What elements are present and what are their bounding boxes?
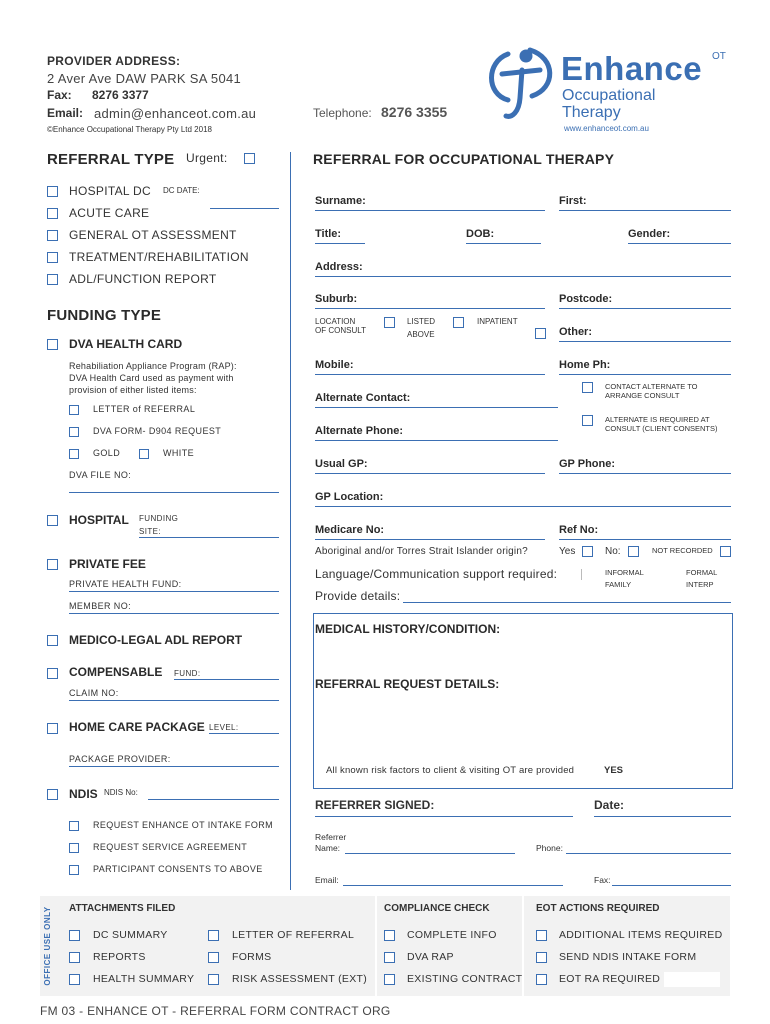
formal-line1: FORMAL: [686, 568, 718, 577]
mobile-field[interactable]: [315, 374, 545, 375]
funding-site-field[interactable]: [139, 537, 279, 538]
fax-field-label: Fax:: [594, 875, 611, 885]
alt-contact-label: Alternate Contact:: [315, 392, 411, 404]
medicare-label: Medicare No:: [315, 524, 385, 536]
checkbox-ndis-consent[interactable]: [69, 865, 79, 875]
checkbox-send-ndis[interactable]: [536, 952, 547, 963]
home-ph-label: Home Ph:: [559, 359, 611, 371]
email-address[interactable]: admin@enhanceot.com.au: [94, 106, 257, 121]
label-treatment: TREATMENT/REHABILITATION: [69, 250, 249, 264]
checkbox-health-summary[interactable]: [69, 974, 80, 985]
title-label: Title:: [315, 228, 342, 240]
checkbox-forms[interactable]: [208, 952, 219, 963]
checkbox-other[interactable]: [535, 328, 546, 339]
medicare-field[interactable]: [315, 539, 545, 540]
listed-line1: LISTED: [407, 317, 436, 326]
referrer-name-line1: Referrer: [315, 832, 347, 842]
checkbox-risk-assessment[interactable]: [208, 974, 219, 985]
label-dva: DVA HEALTH CARD: [69, 337, 183, 351]
listed-line2: ABOVE: [407, 330, 435, 339]
label-dva-rap: DVA RAP: [407, 951, 454, 963]
logo-line1: Occupational: [562, 87, 656, 104]
first-label: First:: [559, 195, 587, 207]
fund-field[interactable]: [174, 679, 279, 680]
label-home-care: HOME CARE PACKAGE: [69, 720, 205, 734]
eot-ra-field[interactable]: [664, 972, 720, 987]
enhance-logo-icon: [482, 38, 560, 126]
compliance-title: COMPLIANCE CHECK: [384, 903, 490, 914]
dob-label: DOB:: [466, 228, 495, 240]
alt-contact-field[interactable]: [315, 407, 558, 408]
location-line1: LOCATION: [315, 317, 356, 326]
private-fund-label: PRIVATE HEALTH FUND:: [69, 579, 182, 589]
postcode-label: Postcode:: [559, 293, 613, 305]
label-hospital: HOSPITAL: [69, 513, 129, 527]
eot-actions-title: EOT ACTIONS REQUIRED: [536, 903, 660, 914]
label-medico-legal: MEDICO-LEGAL ADL REPORT: [69, 633, 243, 647]
gp-location-field[interactable]: [315, 506, 731, 507]
checkbox-complete-info[interactable]: [384, 930, 395, 941]
checkbox-treatment[interactable]: [47, 252, 58, 263]
fax-label: Fax:: [47, 88, 72, 102]
rap-line2: DVA Health Card used as payment with: [69, 373, 234, 383]
alt-phone-field[interactable]: [315, 440, 558, 441]
logo-line2: Therapy: [562, 104, 621, 121]
informal-line2: FAMILY: [605, 580, 632, 589]
checkbox-inpatient[interactable]: [453, 317, 464, 328]
medical-history-label: MEDICAL HISTORY/CONDITION:: [315, 622, 501, 636]
referrer-fax-field[interactable]: [612, 885, 731, 886]
contact-alt-line2: ARRANGE CONSULT: [605, 391, 680, 400]
label-letter-of-referral: LETTER OF REFERRAL: [232, 929, 355, 941]
checkbox-gold[interactable]: [69, 449, 79, 459]
referral-type-title: REFERRAL TYPE: [47, 151, 175, 168]
label-d904: DVA FORM- D904 REQUEST: [93, 426, 222, 436]
address-field[interactable]: [315, 276, 731, 277]
checkbox-dva[interactable]: [47, 339, 58, 350]
copyright: ©Enhance Occupational Therapy Pty Ltd 2018: [47, 125, 212, 134]
office-side-label-box: [38, 896, 58, 996]
referrer-name-line2: Name:: [315, 843, 341, 853]
provide-details-label: Provide details:: [315, 589, 401, 603]
package-provider-label: PACKAGE PROVIDER:: [69, 754, 171, 764]
surname-label: Surname:: [315, 195, 366, 207]
checkbox-eot-ra[interactable]: [536, 974, 547, 985]
checkbox-white[interactable]: [139, 449, 149, 459]
provider-heading: PROVIDER ADDRESS:: [47, 54, 181, 68]
label-letter-referral: LETTER of REFERRAL: [93, 404, 196, 414]
not-recorded-label: NOT RECORDED: [652, 546, 713, 555]
label-forms: FORMS: [232, 951, 272, 963]
other-field[interactable]: [559, 341, 731, 342]
checkbox-dc-summary[interactable]: [69, 930, 80, 941]
label-reports: REPORTS: [93, 951, 146, 963]
referrer-signed-label: REFERRER SIGNED:: [315, 798, 435, 812]
checkbox-aboriginal-yes[interactable]: [582, 546, 593, 557]
checkbox-adl-report[interactable]: [47, 274, 58, 285]
referrer-signature-field[interactable]: [315, 816, 573, 817]
phone-label: Phone:: [536, 843, 563, 853]
label-ndis-agreement: REQUEST SERVICE AGREEMENT: [93, 842, 248, 852]
checkbox-private-fee[interactable]: [47, 559, 58, 570]
dc-date-field[interactable]: [210, 208, 279, 209]
urgent-label: Urgent:: [186, 151, 228, 165]
label-health-summary: HEALTH SUMMARY: [93, 973, 195, 985]
provider-address: 2 Aver Ave DAW PARK SA 5041: [47, 71, 242, 86]
medical-history-box[interactable]: [313, 613, 733, 789]
checkbox-listed-above[interactable]: [384, 317, 395, 328]
logo-brand: Enhance: [561, 50, 703, 87]
language-question: Language/Communication support required:: [315, 567, 558, 581]
ndis-no-label: NDIS No:: [104, 788, 138, 797]
package-provider-field[interactable]: [69, 766, 279, 767]
email-label: Email:: [47, 106, 84, 120]
checkbox-ndis-agreement[interactable]: [69, 843, 79, 853]
request-details-label: REFERRAL REQUEST DETAILS:: [315, 677, 500, 691]
label-complete-info: COMPLETE INFO: [407, 929, 497, 941]
referral-form-title: REFERRAL FOR OCCUPATIONAL THERAPY: [313, 151, 615, 167]
inpatient-label: INPATIENT: [477, 317, 518, 326]
label-hospital-dc: HOSPITAL DC: [69, 184, 151, 198]
date-field[interactable]: [594, 816, 731, 817]
address-label: Address:: [315, 261, 363, 273]
attachments-title: ATTACHMENTS FILED: [69, 903, 176, 914]
label-existing-contract: EXISTING CONTRACT: [407, 973, 523, 985]
member-label: MEMBER NO:: [69, 601, 132, 611]
checkbox-hospital[interactable]: [47, 515, 58, 526]
home-ph-field[interactable]: [559, 374, 731, 375]
claim-label: CLAIM NO:: [69, 688, 119, 698]
checkbox-medico-legal[interactable]: [47, 635, 58, 646]
label-risk-assessment: RISK ASSESSMENT (EXT): [232, 973, 368, 985]
funding-type-title: FUNDING TYPE: [47, 307, 162, 324]
dva-file-field[interactable]: [69, 492, 279, 493]
fund-label: FUND:: [174, 669, 201, 678]
level-label: LEVEL:: [209, 723, 239, 732]
location-line2: OF CONSULT: [315, 326, 366, 335]
checkbox-d904[interactable]: [69, 427, 79, 437]
level-field[interactable]: [209, 733, 279, 734]
checkbox-acute-care[interactable]: [47, 208, 58, 219]
checkbox-hospital-dc[interactable]: [47, 186, 58, 197]
checkbox-compensable[interactable]: [47, 668, 58, 679]
label-adl-report: ADL/FUNCTION REPORT: [69, 272, 217, 286]
formal-line2: INTERP: [686, 580, 714, 589]
label-ndis: NDIS: [69, 787, 98, 801]
gender-label: Gender:: [628, 228, 671, 240]
label-gold: GOLD: [93, 448, 121, 458]
site-label: SITE:: [139, 527, 162, 536]
contact-alt-line1: CONTACT ALTERNATE TO: [605, 382, 698, 391]
dob-field[interactable]: [466, 243, 541, 244]
label-private-fee: PRIVATE FEE: [69, 557, 146, 571]
logo-superscript: OT: [712, 51, 726, 62]
column-divider: [290, 152, 291, 890]
ref-no-label: Ref No:: [559, 524, 599, 536]
checkbox-letter-referral[interactable]: [69, 405, 79, 415]
checkbox-not-recorded[interactable]: [720, 546, 731, 557]
telephone-number: 8276 3355: [381, 104, 448, 120]
alt-required-line1: ALTERNATE IS REQUIRED AT: [605, 415, 710, 424]
usual-gp-field[interactable]: [315, 473, 545, 474]
aboriginal-no-label: No:: [605, 546, 621, 557]
checkbox-ndis-intake[interactable]: [69, 821, 79, 831]
office-divider-1: [375, 896, 377, 996]
risk-yes-label: YES: [604, 765, 624, 776]
checkbox-contact-alternate[interactable]: [582, 382, 593, 393]
label-acute-care: ACUTE CARE: [69, 206, 150, 220]
first-field[interactable]: [559, 210, 731, 211]
language-divider: [581, 569, 582, 580]
referrer-name-field[interactable]: [345, 853, 515, 854]
phone-field[interactable]: [566, 853, 731, 854]
office-side-label: OFFICE USE ONLY: [43, 906, 52, 986]
private-fund-field[interactable]: [69, 591, 279, 592]
gender-field[interactable]: [628, 243, 731, 244]
checkbox-existing-contract[interactable]: [384, 974, 395, 985]
title-field[interactable]: [315, 243, 365, 244]
checkbox-letter-of-referral[interactable]: [208, 930, 219, 941]
risk-factors-text: All known risk factors to client & visiting OT are provided: [326, 765, 575, 776]
aboriginal-yes-label: Yes: [559, 546, 576, 557]
postcode-field[interactable]: [559, 308, 731, 309]
gp-phone-field[interactable]: [559, 473, 731, 474]
checkbox-aboriginal-no[interactable]: [628, 546, 639, 557]
label-additional-items: ADDITIONAL ITEMS REQUIRED: [559, 929, 723, 941]
dva-file-label: DVA FILE NO:: [69, 470, 132, 480]
label-compensable: COMPENSABLE: [69, 665, 163, 679]
usual-gp-label: Usual GP:: [315, 458, 368, 470]
funding-label: FUNDING: [139, 514, 179, 523]
checkbox-general-ot[interactable]: [47, 230, 58, 241]
suburb-field[interactable]: [315, 308, 545, 309]
telephone-label: Telephone:: [313, 106, 372, 120]
rap-line1: Rehabiliation Appliance Program (RAP):: [69, 361, 237, 371]
suburb-label: Suburb:: [315, 293, 358, 305]
dc-date-label: DC DATE:: [163, 186, 200, 195]
checkbox-home-care[interactable]: [47, 723, 58, 734]
email-field-label: Email:: [315, 875, 339, 885]
checkbox-dva-rap[interactable]: [384, 952, 395, 963]
alt-required-line2: CONSULT (CLIENT CONSENTS): [605, 424, 718, 433]
gp-location-label: GP Location:: [315, 491, 384, 503]
surname-field[interactable]: [315, 210, 545, 211]
member-field[interactable]: [69, 613, 279, 614]
informal-line1: INFORMAL: [605, 568, 644, 577]
label-ndis-consent: PARTICIPANT CONSENTS TO ABOVE: [93, 864, 263, 874]
checkbox-ndis[interactable]: [47, 789, 58, 800]
label-send-ndis: SEND NDIS INTAKE FORM: [559, 951, 697, 963]
alt-phone-label: Alternate Phone:: [315, 425, 404, 437]
ref-no-field[interactable]: [559, 539, 731, 540]
label-eot-ra: EOT RA REQUIRED: [559, 973, 661, 985]
label-ndis-intake: REQUEST ENHANCE OT INTAKE FORM: [93, 820, 274, 830]
logo-website[interactable]: www.enhanceot.com.au: [564, 124, 649, 133]
urgent-checkbox[interactable]: [244, 153, 255, 164]
other-label: Other:: [559, 326, 592, 338]
claim-field[interactable]: [69, 700, 279, 701]
form-id-footer: FM 03 - ENHANCE OT - REFERRAL FORM CONTRACT ORG: [40, 1004, 391, 1018]
label-white: WHITE: [163, 448, 194, 458]
checkbox-alt-required[interactable]: [582, 415, 593, 426]
rap-line3: provision of either listed items:: [69, 385, 197, 395]
label-dc-summary: DC SUMMARY: [93, 929, 168, 941]
aboriginal-question: Aboriginal and/or Torres Strait Islander origin?: [315, 546, 528, 557]
fax-number: 8276 3377: [92, 88, 149, 102]
mobile-label: Mobile:: [315, 359, 354, 371]
checkbox-additional-items[interactable]: [536, 930, 547, 941]
checkbox-reports[interactable]: [69, 952, 80, 963]
provide-details-field[interactable]: [403, 602, 731, 603]
date-label: Date:: [594, 798, 625, 812]
label-general-ot: GENERAL OT ASSESSMENT: [69, 228, 237, 242]
ndis-no-field[interactable]: [148, 799, 279, 800]
gp-phone-label: GP Phone:: [559, 458, 616, 470]
referrer-email-field[interactable]: [343, 885, 563, 886]
